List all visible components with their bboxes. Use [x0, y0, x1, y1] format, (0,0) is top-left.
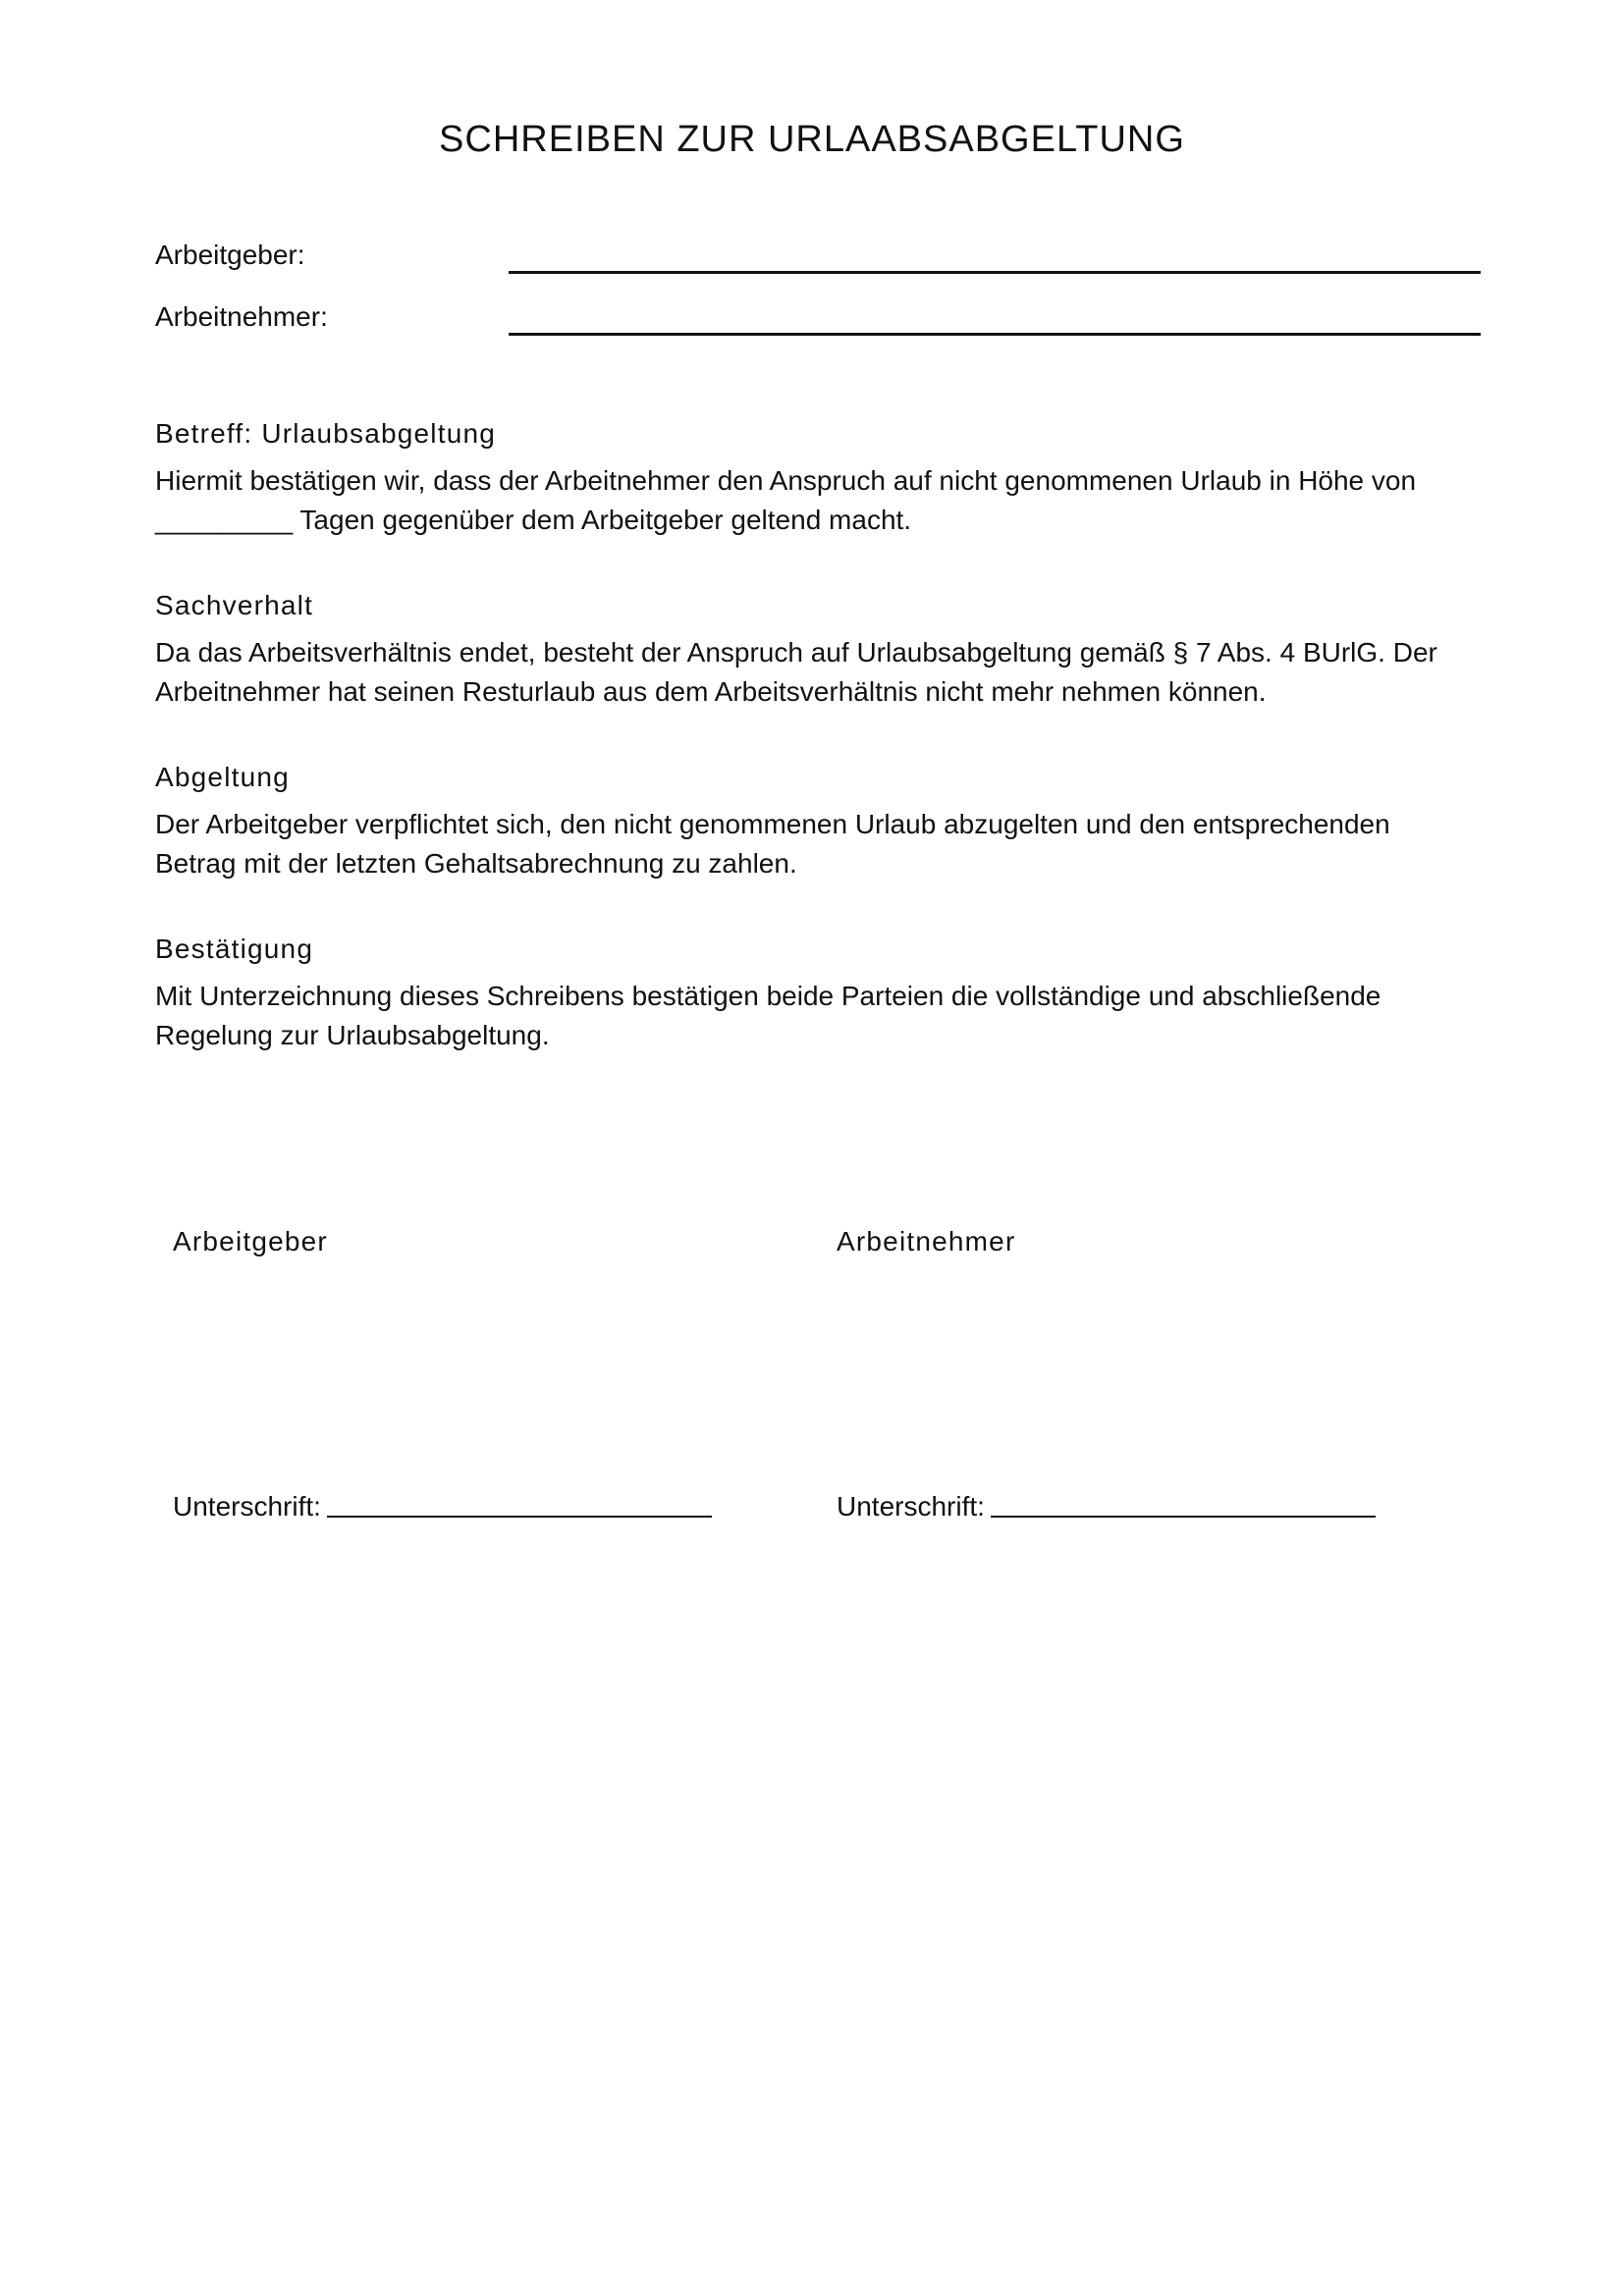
section-body: Da das Arbeitsverhältnis endet, besteht der Anspruch auf Urlaubsabgeltung gemäß § 7 Abs. 4 BUrlG. Der Arbeitnehmer hat seinen Resturlaub aus dem Arbeitsverhältnis nicht mehr nehmen können. [155, 637, 1437, 707]
employee-signature-heading: Arbeitnehmer [837, 1226, 1016, 1256]
employee-signature-label: Unterschrift: [837, 1491, 985, 1522]
section-body: Hiermit bestätigen wir, dass der Arbeitnehmer den Anspruch auf nicht genommenen Urlaub in Höhe von _________ Tagen gegenüber dem Arbeitgeber geltend macht. [155, 465, 1417, 535]
employee-signature-line[interactable] [991, 1516, 1376, 1518]
employer-signature-label: Unterschrift: [173, 1491, 321, 1522]
employee-input-line[interactable] [509, 333, 1481, 336]
section-heading: Bestätigung [155, 934, 314, 964]
section-body: Mit Unterzeichnung dieses Schreibens bestätigen beide Parteien die vollständige und abschließende Regelung zur Urlaubsabgeltung. [155, 981, 1381, 1050]
employee-field [155, 297, 1481, 337]
employer-input-line[interactable] [509, 271, 1481, 274]
employer-signature-row [173, 1487, 712, 1526]
employer-label: Arbeitgeber: [155, 240, 305, 270]
section-heading: Sachverhalt [155, 590, 314, 620]
employer-signature-line[interactable] [327, 1516, 712, 1518]
employee-signature-row [837, 1487, 1376, 1526]
employer-signature-heading: Arbeitgeber [173, 1226, 328, 1256]
section-subject [155, 414, 1471, 540]
employee-label: Arbeitnehmer: [155, 301, 328, 332]
section-facts [155, 586, 1471, 712]
section-heading: Betreff: Urlaubsabgeltung [155, 418, 497, 449]
employer-field [155, 236, 1481, 275]
section-body: Der Arbeitgeber verpflichtet sich, den nicht genommenen Urlaub abzugelten und den entsprechenden Betrag mit der letzten Gehaltsabrechnung zu zahlen. [155, 809, 1390, 879]
document-title: SCHREIBEN ZUR URLAABSABGELTUNG [439, 119, 1185, 160]
section-confirmation [155, 930, 1471, 1055]
section-heading: Abgeltung [155, 762, 290, 792]
section-compensation [155, 758, 1471, 883]
